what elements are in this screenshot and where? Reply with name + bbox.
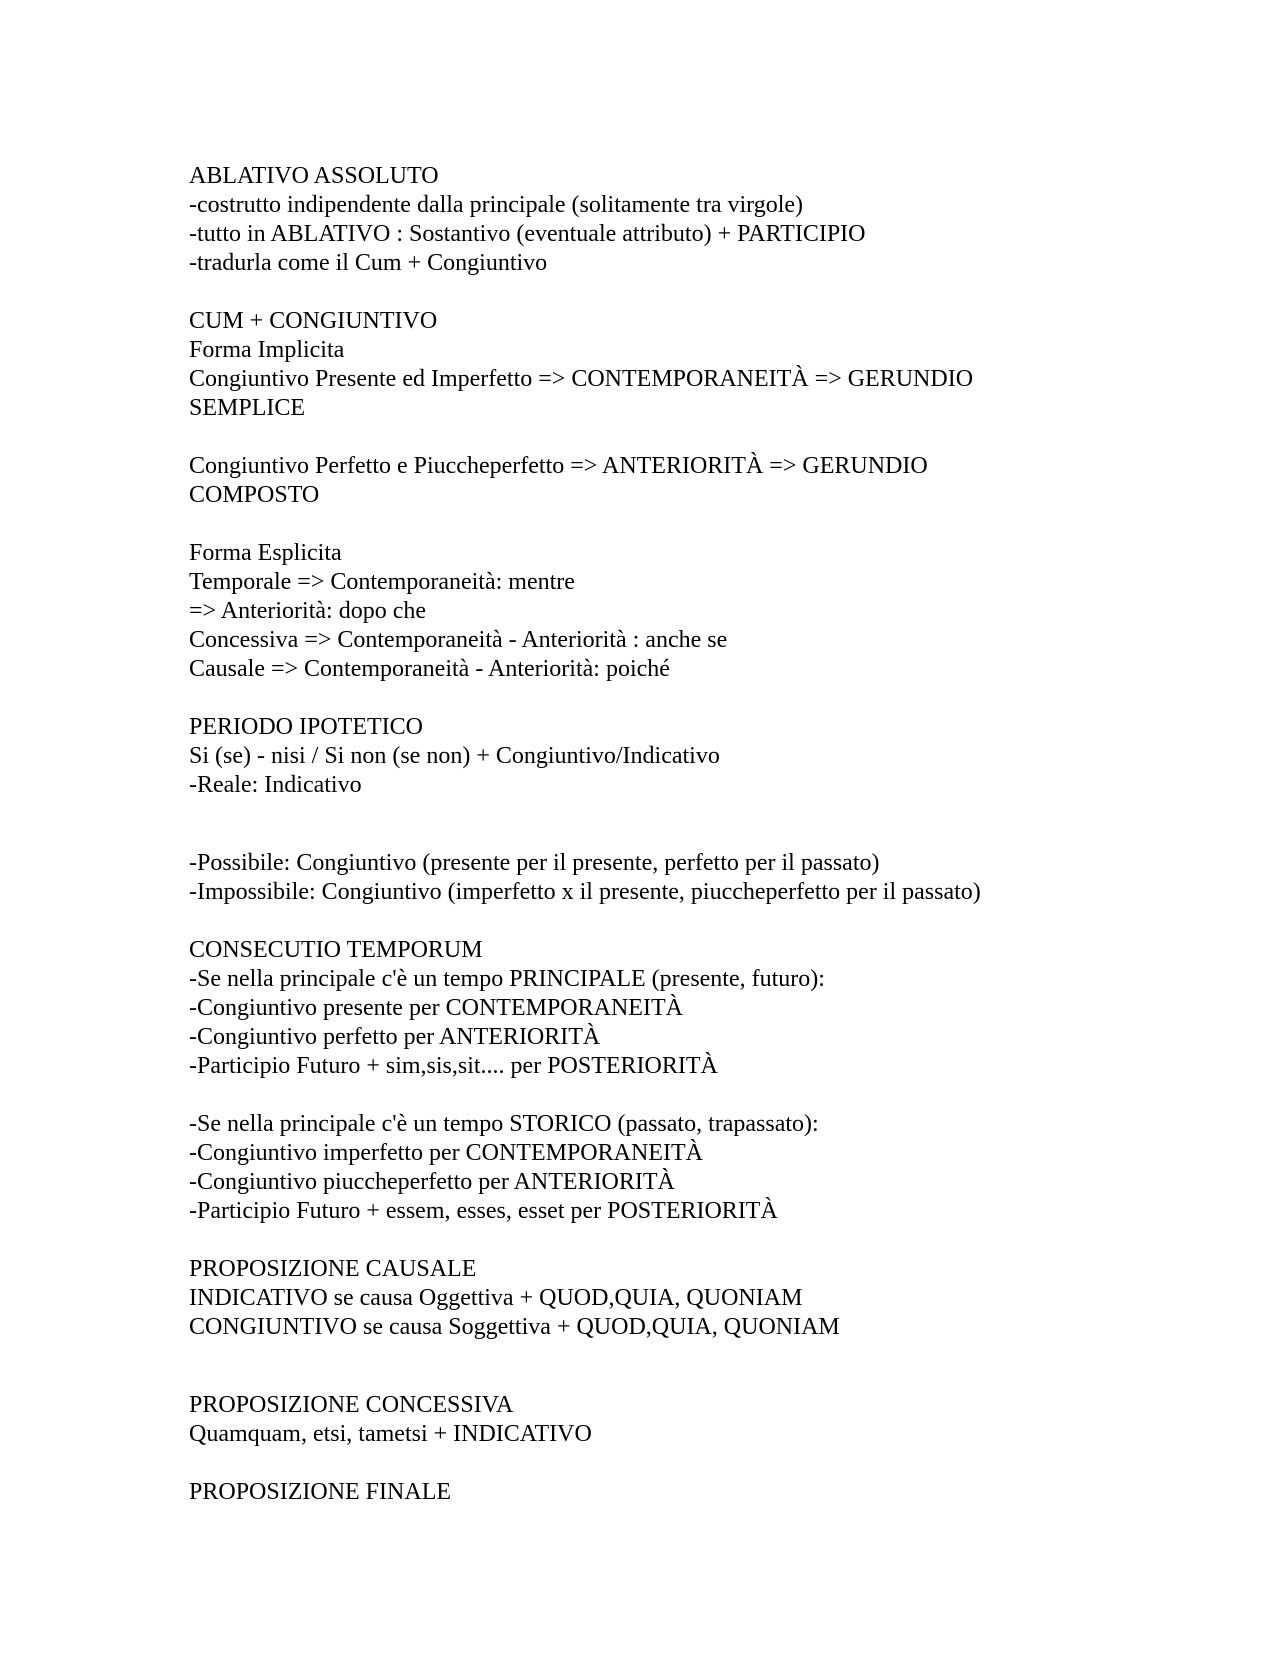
text-line: -Se nella principale c'è un tempo STORICO (passato, trapassato): xyxy=(189,1111,819,1137)
text-line: -Possibile: Congiuntivo (presente per il presente, perfetto per il passato) xyxy=(189,850,880,876)
heading-ablativo-assoluto: ABLATIVO ASSOLUTO xyxy=(189,163,439,189)
text-line: Si (se) - nisi / Si non (se non) + Congiuntivo/Indicativo xyxy=(189,743,720,769)
text-line: -Congiuntivo presente per CONTEMPORANEITÀ xyxy=(189,995,683,1021)
text-line: Quamquam, etsi, tametsi + INDICATIVO xyxy=(189,1421,592,1447)
text-line: -tradurla come il Cum + Congiuntivo xyxy=(189,250,548,276)
text-line: -Reale: Indicativo xyxy=(189,772,362,798)
text-line: Forma Esplicita xyxy=(189,540,342,566)
heading-consecutio-temporum: CONSECUTIO TEMPORUM xyxy=(189,937,483,963)
text-line: Congiuntivo Perfetto e Piuccheperfetto => ANTERIORITÀ => GERUNDIO xyxy=(189,453,928,479)
text-line: -Congiuntivo perfetto per ANTERIORITÀ xyxy=(189,1024,601,1050)
text-line: SEMPLICE xyxy=(189,395,306,421)
heading-proposizione-causale: PROPOSIZIONE CAUSALE xyxy=(189,1256,477,1282)
text-line: COMPOSTO xyxy=(189,482,320,508)
text-line: -Congiuntivo imperfetto per CONTEMPORANEITÀ xyxy=(189,1140,703,1166)
heading-periodo-ipotetico: PERIODO IPOTETICO xyxy=(189,714,423,740)
text-line: -tutto in ABLATIVO : Sostantivo (eventuale attributo) + PARTICIPIO xyxy=(189,221,866,247)
text-line: Concessiva => Contemporaneità - Anteriorità : anche se xyxy=(189,627,728,653)
text-line: Temporale => Contemporaneità: mentre xyxy=(189,569,575,595)
heading-proposizione-finale: PROPOSIZIONE FINALE xyxy=(189,1479,452,1505)
text-line: -costrutto indipendente dalla principale (solitamente tra virgole) xyxy=(189,192,804,218)
text-line: Causale => Contemporaneità - Anteriorità: poiché xyxy=(189,656,670,682)
text-line: -Congiuntivo piuccheperfetto per ANTERIORITÀ xyxy=(189,1169,675,1195)
text-line: INDICATIVO se causa Oggettiva + QUOD,QUIA, QUONIAM xyxy=(189,1285,803,1311)
text-line: -Se nella principale c'è un tempo PRINCIPALE (presente, futuro): xyxy=(189,966,825,992)
text-line: Congiuntivo Presente ed Imperfetto => CONTEMPORANEITÀ => GERUNDIO xyxy=(189,366,974,392)
text-line: -Impossibile: Congiuntivo (imperfetto x il presente, piuccheperfetto per il passato) xyxy=(189,879,981,905)
text-line: -Participio Futuro + essem, esses, esset per POSTERIORITÀ xyxy=(189,1198,778,1224)
heading-cum-congiuntivo: CUM + CONGIUNTIVO xyxy=(189,308,438,334)
text-line: CONGIUNTIVO se causa Soggettiva + QUOD,QUIA, QUONIAM xyxy=(189,1314,840,1340)
text-line: => Anteriorità: dopo che xyxy=(189,598,427,624)
text-line: -Participio Futuro + sim,sis,sit.... per POSTERIORITÀ xyxy=(189,1053,718,1079)
text-line: Forma Implicita xyxy=(189,337,345,363)
heading-proposizione-concessiva: PROPOSIZIONE CONCESSIVA xyxy=(189,1392,514,1418)
